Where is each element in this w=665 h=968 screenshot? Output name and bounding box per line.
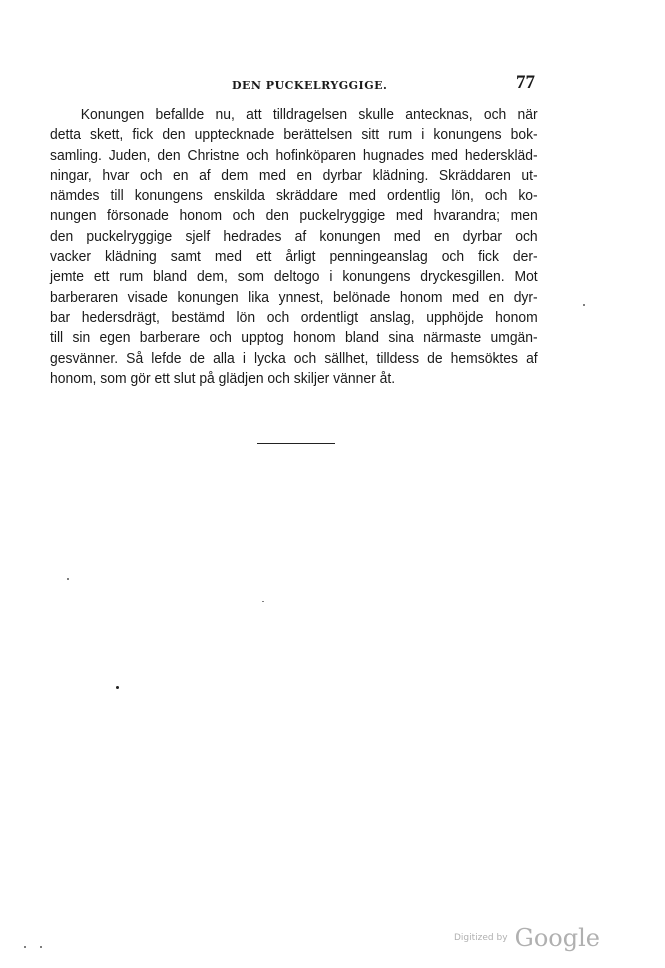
paper-speck	[40, 946, 42, 948]
text-line: gesvänner. Så lefde de alla i lycka och sällhet, tilldess de hemsöktes af	[50, 350, 538, 367]
digitized-by-google-watermark	[454, 924, 600, 952]
text-line: jemte ett rum bland dem, som deltogo i konungens dryckesgillen. Mot	[50, 269, 538, 286]
text-line: samling. Juden, den Christne och hofinköparen hugnades med hederskläd-	[50, 147, 538, 164]
paper-speck	[116, 686, 119, 689]
text-line: bar hedersdrägt, bestämd lön och ordentligt anslag, upphöjde honom	[50, 309, 538, 326]
paper-speck	[67, 578, 69, 580]
text-line: ningar, hvar och en af dem med en dyrbar klädning. Skräddaren ut-	[50, 167, 538, 184]
text-line: Konungen befallde nu, att tilldragelsen skulle antecknas, och när	[80, 107, 538, 123]
text-line: nämdes till konungens enskilda skräddare med ordentlig lön, och ko-	[50, 188, 538, 205]
text-line: nungen försonade honom och den puckelryggige med hvarandra; men	[50, 208, 538, 225]
running-title: DEN PUCKELRYGGIGE.	[232, 79, 388, 92]
text-line: honom, som gör ett slut på glädjen och skiljer vänner åt.	[50, 370, 396, 387]
body-paragraph	[50, 105, 538, 389]
section-divider	[257, 443, 335, 444]
text-line: vacker klädning samt med ett årligt penningeanslag och fick der-	[50, 249, 538, 266]
text-line: detta skett, fick den upptecknade berättelsen sitt rum i konungens bok-	[50, 127, 538, 144]
text-line: till sin egen barberare och upptog honom bland sina närmaste umgän-	[50, 330, 538, 347]
google-logo: Google	[514, 924, 600, 952]
paper-speck	[583, 304, 585, 306]
text-line: den puckelryggige sjelf hedrades af konungen med en dyrbar och	[50, 228, 538, 245]
page-number: 77	[516, 72, 535, 93]
paper-speck	[24, 946, 26, 948]
watermark-prefix: Digitized by	[454, 933, 508, 943]
text-line: barberaren visade konungen lika ynnest, belönade honom med en dyr-	[50, 289, 538, 306]
paper-speck	[262, 601, 264, 602]
